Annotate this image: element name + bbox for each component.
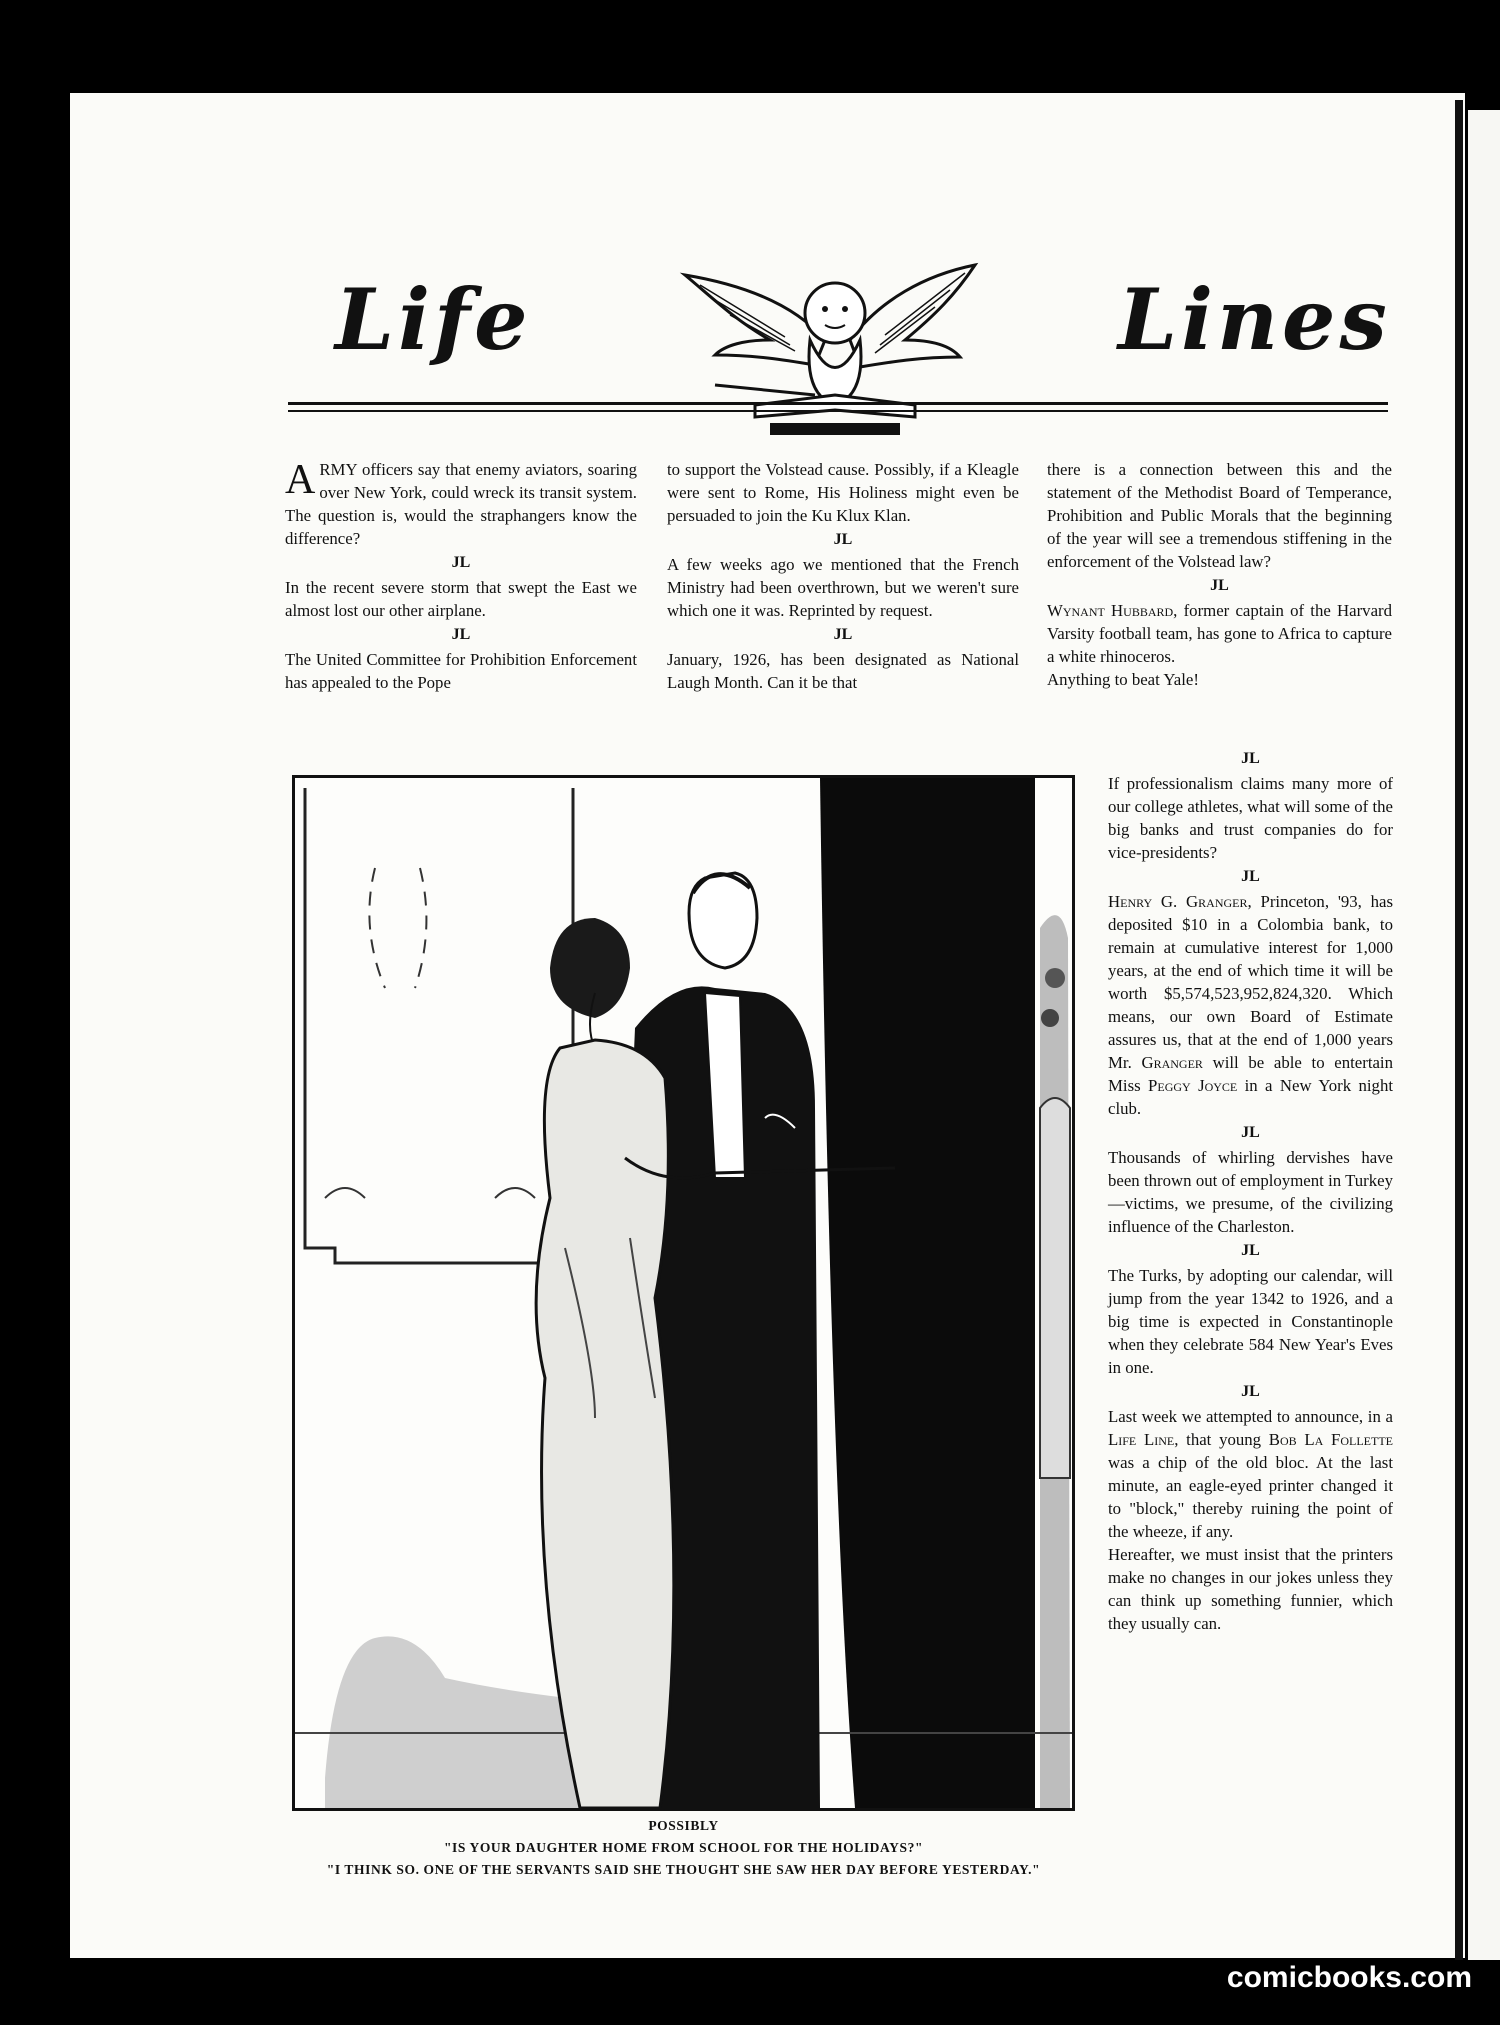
page-edge [1455, 100, 1463, 1960]
paragraph: In the recent severe storm that swept the East we almost lost our other airplane. [285, 578, 637, 620]
section-separator: JL [451, 626, 471, 643]
paragraph-text: was a chip of the old bloc. At the last minute, an eagle-eyed printer changed it to "block," thereby ruining the point of the wheeze, if any. [1108, 1453, 1393, 1541]
name-smallcaps: Henry G. Granger, [1108, 892, 1252, 911]
section-separator: JL [1241, 750, 1260, 767]
paragraph-text: that young [1178, 1430, 1269, 1449]
section-separator: JL [1210, 577, 1229, 594]
header-title-right: Lines [1118, 270, 1391, 369]
section-separator: JL [833, 531, 853, 548]
caption-line: "I THINK SO. ONE OF THE SERVANTS SAID SHE THOUGHT SHE SAW HER DAY BEFORE YESTERDAY." [326, 1862, 1041, 1877]
paragraph-text: Last week we attempted to announce, in a [1108, 1407, 1393, 1426]
paragraph: The Turks, by adopting our calendar, will jump from the year 1342 to 1926, and a big time is expected in Constantinople when they celebrate 584 New Year's Eves in one. [1108, 1266, 1393, 1377]
header-title-left: Life [335, 270, 532, 369]
header-rule [288, 402, 1388, 405]
paragraph: Thousands of whirling dervishes have been thrown out of employment in Turkey—victims, we presume, of the civilizing influence of the Charleston. [1108, 1148, 1393, 1236]
paragraph: Anything to beat Yale! [1047, 670, 1199, 689]
drop-cap: A [285, 457, 316, 503]
text-column-3 [1047, 458, 1392, 691]
paragraph [1108, 890, 1393, 1120]
paragraph: January, 1926, has been designated as National Laugh Month. Can it be that [667, 650, 1019, 692]
paragraph: The United Committee for Prohibition Enforcement has appealed to the Pope [285, 650, 637, 692]
paragraph [285, 458, 637, 550]
name-smallcaps: Life Line, [1108, 1430, 1179, 1449]
cartoon-illustration [292, 775, 1075, 1811]
paragraph: A few weeks ago we mentioned that the French Ministry had been overthrown, but we weren't sure which one it was. Reprinted by request. [667, 555, 1019, 620]
section-separator: JL [1241, 1242, 1260, 1259]
name-smallcaps: Wynant Hubbard, [1047, 601, 1178, 620]
caption-title: POSSIBLY [648, 1818, 719, 1833]
section-separator: JL [1241, 1383, 1260, 1400]
paragraph: there is a connection between this and the statement of the Methodist Board of Temperance, Prohibition and Public Morals that the beginning of the year will see a tremendous stiffening in the enforcement of the Volstead law? [1047, 460, 1392, 571]
paragraph-text: will be able to entertain Miss [1108, 1053, 1393, 1095]
section-separator: JL [1241, 868, 1260, 885]
paragraph-text: former captain of the Harvard Varsity football team, has gone to Africa to capture a white rhinoceros. [1047, 601, 1392, 666]
site-watermark: comicbooks.com [1226, 1961, 1472, 1994]
section-separator: JL [1241, 1124, 1260, 1141]
cartoon-caption [292, 1815, 1075, 1881]
name-smallcaps: Granger [1141, 1053, 1203, 1072]
header-rule-thin [288, 410, 1388, 412]
text-column-1 [285, 458, 637, 694]
paragraph: Hereafter, we must insist that the printers make no changes in our jokes unless they can think up something funnier, which they usually can. [1108, 1545, 1393, 1633]
name-smallcaps: Bob La Follette [1268, 1430, 1393, 1449]
caption-line: "IS YOUR DAUGHTER HOME FROM SCHOOL FOR THE HOLIDAYS?" [443, 1840, 924, 1855]
section-separator: JL [451, 554, 471, 571]
paragraph: If professionalism claims many more of our college athletes, what will some of the big banks and trust companies do for vice-presidents? [1108, 774, 1393, 862]
paragraph [1047, 599, 1392, 668]
name-smallcaps: Peggy Joyce [1148, 1076, 1238, 1095]
paragraph-text: Princeton, '93, has deposited $10 in a Colombia bank, to remain at cumulative interest for 1,000 years, at the end of which time it will be worth $5,574,523,952,824,320. Which means, our own Board of Estimate assures us, that at the end of 1,000 years Mr. [1108, 892, 1393, 1072]
paragraph [1108, 1405, 1393, 1543]
text-column-4 [1108, 750, 1393, 1635]
facing-page-strip [1468, 110, 1500, 1960]
paragraph-text: in a New York night club. [1108, 1076, 1393, 1118]
paragraph: to support the Volstead cause. Possibly, if a Kleagle were sent to Rome, His Holiness might even be persuaded to join the Ku Klux Klan. [667, 460, 1019, 525]
paragraph-text: RMY officers say that enemy aviators, soaring over New York, could wreck its transit system. The question is, would the straphangers know the difference? [285, 460, 637, 548]
text-column-2 [667, 458, 1019, 694]
section-separator: JL [833, 626, 853, 643]
cartoon-drawing [295, 778, 1072, 1808]
